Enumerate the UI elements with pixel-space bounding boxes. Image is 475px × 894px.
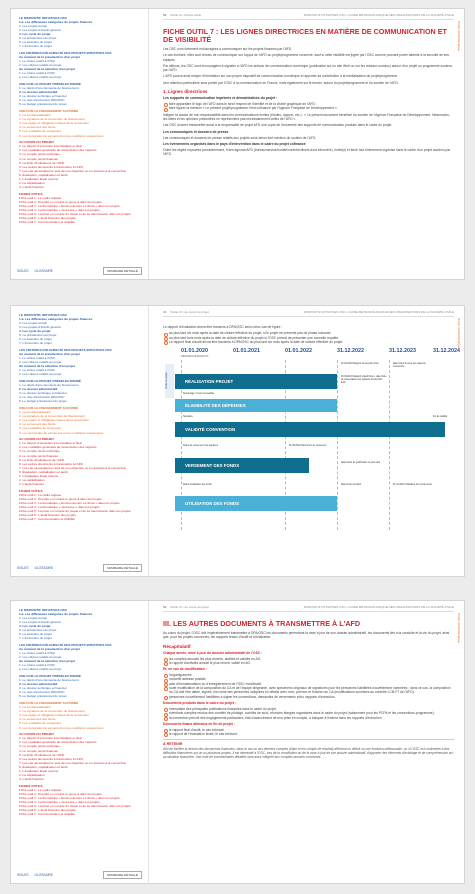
toc-item[interactable]: 3. Le dossier technique et financier <box>19 391 67 396</box>
toc-item[interactable]: 1. La contractualisation <box>19 410 51 415</box>
intro-paragraph: Au cours du projet, l'OSC doit impérativement transmettre à DPA/OSC les documents permettant la mise à jour de son dossier administratif, les documents liés à la conduite et la vie du projet, ainsi que, pour les projets concernés, les rapports finaux d'audit et d'évaluation. <box>163 631 450 640</box>
timeline-date: 01.01.2021 <box>233 348 260 355</box>
toc-item[interactable]: Fiche outil 6 : L'audit financier des projets <box>19 216 76 221</box>
toc-item[interactable]: 3. Le compte rendu technique <box>19 744 60 749</box>
toc-item[interactable]: 6. La sélection du projet <box>19 40 52 45</box>
toc-item[interactable]: LE DISPOSITIF INITIATIVES OSC <box>19 312 68 317</box>
toc-item[interactable]: 4. Le compte rendu financier <box>19 156 59 161</box>
toc-item[interactable]: Fiche outil 6 : L'audit financier des projets <box>19 808 76 813</box>
toc-item[interactable]: 5. Les modalités de versement <box>19 721 62 726</box>
glossaire-link[interactable]: GLOSSAIRE <box>34 268 53 273</box>
copy-paragraph: Les OSC doivent transmettre aussi à la responsable de projet AFD une copie de l'ensemble des supports de communication produits dans le cadre du projet. <box>163 123 393 128</box>
toc-item[interactable]: Fiche outil 7 : Communication et visibilité <box>19 220 75 225</box>
bar-realisation: RÉALISATION PROJET <box>175 374 337 389</box>
intro-3: Par ailleurs, les OSC sont encouragées à signaler à l'AFD les actions de communication numérique (publication sur un site Web ou sur les réseaux sociaux) autour d'un projet ou programme soutenu par l'AFD. <box>163 63 453 73</box>
toc-item[interactable]: 1. Le critère relatif à l'OSC <box>19 650 56 655</box>
timeline-date: 01.01.2022 <box>285 348 312 355</box>
toc-item[interactable]: Au moment de la présélection d'un projet <box>19 54 80 59</box>
toc-item[interactable]: 5. Le budget prévisionnel du projet <box>19 694 67 699</box>
sidebar-footer <box>17 871 142 879</box>
eval-bullet: Le rapport final d'audit devra être transmis à DPA/OSC au plus tard six mois après la date de clôture effective du projet. <box>163 340 454 344</box>
toc-item[interactable]: 2. La capitalisation <box>19 181 45 186</box>
annual-title: Chaque année, mise à jour du dossier administratif de l'OSC : <box>163 650 263 655</box>
final-title: Documents finaux attendus en fin de projet : <box>163 721 235 726</box>
annual-item: les comptes annuels les plus récents, audités et validés en AG. <box>163 657 454 661</box>
toc-item[interactable]: 3. Les règles et obligations issues de la convention <box>19 418 89 423</box>
header-right: DISPOSITIF INITIATIVES OSC • GUIDE MÉTHODOLOGIQUE DES ORGANISATIONS DE LA SOCIÉTÉ CIVILE <box>303 605 454 609</box>
toc-item[interactable]: 2. Les critères relatifs au projet <box>19 667 62 672</box>
toc-item[interactable]: 2. Les modalités générales de transmission des rapports <box>19 148 97 153</box>
sigles-link[interactable]: SIGLES <box>17 268 29 273</box>
part-label: Partie III • Fiches outils <box>170 13 201 17</box>
toc-item[interactable]: FICHES OUTILS <box>19 191 43 196</box>
toc-item[interactable]: 2. Les modalités générales de transmission des rapports <box>19 445 97 450</box>
toc-item[interactable]: 5. Les modalités de versement <box>19 426 62 431</box>
sidebar-footer <box>17 564 142 572</box>
toc-item[interactable]: UNE FOIS LE FINANCEMENT ACCORDÉ <box>19 108 79 113</box>
toc-item[interactable]: 1. Le dépôt d'une demande de financement <box>19 678 79 682</box>
toc-item[interactable]: 5. La présélection du projet <box>19 35 57 40</box>
modif-item: nouvelle adresse postale, <box>163 677 454 681</box>
toc-item[interactable]: 2. Le dossier administratif <box>19 387 58 392</box>
toc-item[interactable]: Fiche outil 3 : La thématique « Environnement et climat » dans les projets <box>19 501 120 506</box>
toc-item[interactable]: Au moment de la sélection d'un projet <box>19 67 75 72</box>
toc-item[interactable]: 3. L'audit financier <box>19 777 45 782</box>
toc-item[interactable]: 1. Le critère relatif à l'OSC <box>19 663 56 668</box>
toc-item[interactable]: 2. La signature de la convention de financement <box>19 709 85 714</box>
intro-4: L'AFD pourra ainsi relayer l'information sur son propre dispositif de communication numérique et apporter sa contribution à la médiatisation du projet/programme. <box>163 74 399 79</box>
toc-item[interactable]: 4. Le compte rendu financier <box>19 748 59 753</box>
toc-item[interactable]: 1.a. Les différentes catégories de projets financés <box>19 316 93 321</box>
toc-item[interactable]: 3. Le compte rendu technique <box>19 152 60 157</box>
modif-item: personnes nouvellement habilitées à signer les conventions, demandes de versements et/ou rapports d'exécution. <box>163 695 454 699</box>
toc-item[interactable]: Fiche outil 2 : Prendre en compte le genre à dans les projets <box>19 791 102 796</box>
toc-item[interactable]: Fiche outil 3 : La thématique « Environnement et climat » dans les projets <box>19 204 120 209</box>
support-title: Les supports de communication imprimés et dématérialisés du projet : <box>163 96 278 101</box>
events-text: Outre les règles exposées précédemment, l'Ides agence/AFD (bureau/service/comité/contrôle/divers dont informé/e), invité(e) et tient/ tout événement organisé dans le cadre d'un projet soutenu par l'AFD. <box>163 147 451 157</box>
note-box <box>163 739 454 759</box>
toc-item[interactable]: 5. Les modalités de versement <box>19 129 62 134</box>
timeline-note: Début de versement à la signature <box>183 445 219 448</box>
bar-versement: VERSEMENT DES FONDS <box>175 458 309 473</box>
toc-item[interactable]: Fiche outil 6 : L'audit financier des projets <box>19 513 76 518</box>
toc-item[interactable]: 4. Les cycle du projet <box>19 328 51 333</box>
toc-item[interactable]: 4. Le note d'instruction DPA/OSC <box>19 395 65 400</box>
toc-item[interactable]: 4. Le versement des fonds <box>19 717 56 722</box>
toc-item[interactable]: 6. Les autres documents à transmettre à l'AFD <box>19 164 83 169</box>
toc-item[interactable]: 1. Le rapport d'exécution intermédiaire et final <box>19 736 82 741</box>
annual-item: le rapport d'activités annuel le plus récent, validé en AG. <box>163 661 454 665</box>
main-content <box>153 306 464 576</box>
sidebar-toc <box>11 601 149 883</box>
toc-item[interactable]: 1.a. Les différentes catégories de projets financés <box>19 611 93 616</box>
toc-item[interactable]: 2. Les critères relatifs au projet <box>19 360 62 365</box>
eval-intro: Le rapport d'évaluation devra être transmis à DPA/OSC selon deux cas de figure : <box>163 325 283 329</box>
modif-item: toute modification de la composition du CA et de l'équipe dirigeante, avec spécimens originaux de signatures pour les personnes habilitées nouvellement nommées ; dans ce cas, la composition du CA doit être datée, signée, les noms des personnes indiquées en détails avec nom, prénom et fonction au CA (modifications soumises au contrôle LCB-FT de l'AFD). <box>163 686 454 695</box>
glossaire-link[interactable]: GLOSSAIRE <box>34 872 53 877</box>
summary-button[interactable]: SOMMAIRE DÉTAILLÉ <box>103 564 142 572</box>
eval-bullet: au plus tard six mois après la date de clôture effective du projet, si le projet ne présente pas de phase suivante. <box>163 331 454 335</box>
toc-item[interactable]: 4. Le versement des fonds <box>19 125 56 130</box>
toc-item[interactable]: 8. Évaluation, capitalisation et audit <box>19 172 68 177</box>
toc-item[interactable]: 2. Le dossier administratif <box>19 682 58 687</box>
toc-item[interactable]: 7. L'instruction du projet <box>19 44 52 49</box>
toc-item[interactable]: UNE FOIS LE FINANCEMENT ACCORDÉ <box>19 405 79 410</box>
grid-line <box>337 360 338 530</box>
toc-item[interactable]: 3. Les projets d'intérêt général <box>19 27 61 32</box>
toc-item[interactable]: 5. La fiche d'indicateurs de l'AFD <box>19 457 65 462</box>
toc-item[interactable]: 3. Le compte rendu technique <box>19 449 60 454</box>
glossaire-link[interactable]: GLOSSAIRE <box>34 565 53 570</box>
timeline-note: Fin de validité <box>433 416 448 419</box>
page-spread-2 <box>10 305 465 577</box>
toc-item[interactable]: 2. La capitalisation <box>19 478 45 483</box>
toc-item[interactable]: 4. Le versement des fonds <box>19 422 56 427</box>
modif-item: acte d'immatriculation ou d'enregistrement de l'OSC modificatif, <box>163 682 454 686</box>
timeline-note: Date butoir d'envoi des rapports d'exécution <box>393 363 426 368</box>
toc-item[interactable]: UNE FOIS LE FINANCEMENT ACCORDÉ <box>19 700 79 705</box>
toc-list <box>19 608 144 817</box>
toc-item[interactable]: Fiche outil 3 : La thématique « Environnement et climat » dans les projets <box>19 796 120 801</box>
toc-item[interactable]: 3. Le dossier technique et financier <box>19 94 67 99</box>
timeline-date: 31.12.2023 <box>389 348 416 355</box>
toc-item[interactable]: 5. Le budget prévisionnel du projet <box>19 399 67 404</box>
toc-item[interactable]: LES CRITÈRES D'ÉLIGIBILITÉ DES PROJETS INITIATIVES OSC <box>19 50 112 55</box>
toc-item[interactable]: 1. La contractualisation <box>19 705 51 710</box>
page-spread-3 <box>10 600 465 884</box>
toc-item[interactable]: 1. Le rapport d'exécution intermédiaire et final <box>19 144 82 149</box>
toc-item[interactable]: LE DISPOSITIF INITIATIVES OSC <box>19 607 68 612</box>
page-header <box>163 310 454 317</box>
toc-item[interactable]: Fiche outil 2 : Prendre en compte le genre à dans les projets <box>19 496 102 501</box>
page-spread-1 <box>10 8 465 280</box>
vertical-label: Guide méthodologique <box>457 318 461 349</box>
toc-item[interactable]: 3. Les règles et obligations issues de la convention <box>19 713 89 718</box>
vertical-label: Guide méthodologique <box>457 21 461 52</box>
toc-item[interactable]: 1.a. Les différentes catégories de projets financés <box>19 19 93 24</box>
timeline-note: 01.09.2022 Date limite de versement <box>289 445 327 448</box>
part-label: Partie IV • Au cours du projet <box>170 605 209 609</box>
toc-item[interactable]: Fiche outil 5 : La prise en compte du risque et de sa transmission dans les projets <box>19 509 131 514</box>
produced-item: la convention prévoit des engagements particuliers, état d'avancement de leur prise en compte, à indiquer à minima dans les rapports d'exécution. <box>163 716 454 720</box>
sigles-link[interactable]: SIGLES <box>17 872 29 877</box>
section-title: 1. Lignes directrices <box>163 89 208 95</box>
toc-item[interactable]: AU COURS DU PROJET <box>19 732 55 737</box>
press-text: Les communiqués et dossiers de presse relatifs aux projets sous-tenus font mention du soutien de l'AFD. <box>163 135 317 140</box>
toc-item[interactable]: 4. Les cycle du projet <box>19 623 51 628</box>
toc-item[interactable]: 3. Le dossier technique et financier <box>19 686 67 691</box>
toc-item[interactable]: Au moment de la sélection d'un projet <box>19 364 75 369</box>
main-content <box>153 601 464 883</box>
toc-item[interactable]: 1. Le critère relatif à l'OSC <box>19 58 56 63</box>
toc-item[interactable]: 2. Le dossier administratif <box>19 90 58 95</box>
toc-item[interactable]: Au moment de la présélection d'un projet <box>19 351 80 356</box>
toc-item[interactable]: 1. Le critère relatif à l'OSC <box>19 71 56 76</box>
toc-item[interactable]: 2. La signature de la convention de financement <box>19 117 85 122</box>
bar-eligibilite: ÉLIGIBILITÉ DES DÉPENSES <box>175 399 337 412</box>
sidebar-toc <box>11 9 149 279</box>
toc-item[interactable]: 1. Le critère relatif à l'OSC <box>19 368 56 373</box>
toc-item[interactable]: 3. L'audit financier <box>19 482 45 487</box>
intro-5: Une attention particulière sera portée par l'OSC à la communication en France, mais également sur le terrain, autour du projet/programme et du soutien de l'AFD. <box>163 80 399 85</box>
header-right: DISPOSITIF INITIATIVES OSC • GUIDE MÉTHODOLOGIQUE DES ORGANISATIONS DE LA SOCIÉTÉ CIVILE <box>303 310 454 314</box>
intro-1: Les OSC sont fortement encouragées à communiquer sur les projets financés par l'AFD. <box>163 47 293 51</box>
toc-item[interactable]: 6. Les demandes de versement et les conditions suspensives <box>19 430 104 435</box>
page-number: 66 <box>163 13 167 17</box>
grid-line <box>389 360 390 530</box>
toc-list <box>19 313 144 522</box>
toc-item[interactable]: AU COURS DU PROJET <box>19 437 55 442</box>
toc-item[interactable]: Fiche outil 2 : Prendre en compte le genre à dans les projets <box>19 199 102 204</box>
toc-item[interactable]: 4. Les cycle du projet <box>19 31 51 36</box>
toc-item[interactable]: 5. Le budget prévisionnel du projet <box>19 102 67 107</box>
disclaimer-paragraph: Intégrer la clause de non responsabilité dans les communications écrites (études, rapport, etc.) : « Le présent document bénéficie du soutien de l'Agence Française de Développement. Néanmoins, les idées et les opinions présentées ne représentent pas nécessairement celles de l'AFD ». <box>163 112 450 121</box>
header-right: DISPOSITIF INITIATIVES OSC • GUIDE MÉTHODOLOGIQUE DES ORGANISATIONS DE LA SOCIÉTÉ CIVILE <box>303 13 454 17</box>
toc-item[interactable]: 2. Les critères relatifs au projet <box>19 63 62 68</box>
toc-item[interactable]: Fiche outil 4 : La thématique « Jeunesse » dans les projets <box>19 505 100 510</box>
toc-item[interactable]: 2. Les critères relatifs au projet <box>19 372 62 377</box>
timeline-date: 31.12.2024 <box>433 348 460 355</box>
timeline-date: 31.12.2022 <box>337 348 364 355</box>
toc-item[interactable]: 6. Les autres documents à transmettre à l'AFD <box>19 756 83 761</box>
sidebar-footer <box>17 267 142 275</box>
toc-item[interactable]: 1. La contractualisation <box>19 113 51 118</box>
timeline-diagram <box>163 348 463 533</box>
toc-item[interactable]: LES CRITÈRES D'ÉLIGIBILITÉ DES PROJETS INITIATIVES OSC <box>19 347 112 352</box>
final-item: le rapport de l'évaluation finale, le cas échéant. <box>163 732 454 736</box>
sidebar-toc <box>11 306 149 576</box>
toc-item[interactable]: 6. La sélection du projet <box>19 632 52 637</box>
toc-item[interactable]: Fiche outil 4 : La thématique « Jeunesse » dans les projets <box>19 208 100 213</box>
summary-button[interactable]: SOMMAIRE DÉTAILLÉ <box>103 267 142 275</box>
toc-item[interactable]: 1. L'évaluation finale externe <box>19 768 59 773</box>
sigles-link[interactable]: SIGLES <box>17 565 29 570</box>
toc-item[interactable]: Fiche outil 5 : La prise en compte du risque et de sa transmission dans les projets <box>19 212 131 217</box>
toc-item[interactable]: 7. Les cas nécessitant un avis de non-objection ou un avenant à la convention <box>19 465 127 470</box>
support-bullet: faire figurer la mention « Le présent projet/programme n'est cofinancé par l'Agence Française de Développement ». <box>163 106 454 110</box>
timeline-note: 30.09.2023 Rapport d'audit final + date limite de présentation des rapports d'exécution final <box>341 376 387 384</box>
page-title: FICHE OUTIL 7 : LES LIGNES DIRECTRICES EN MATIÈRE DE COMMUNICATION ET DE VISIBILITÉ <box>163 27 447 44</box>
toc-item[interactable]: 1. Le critère relatif à l'OSC <box>19 355 56 360</box>
toc-item[interactable]: 1. L'évaluation finale externe <box>19 473 59 478</box>
toc-item[interactable]: Au moment de la sélection d'un projet <box>19 659 75 664</box>
axis-label: Durée du projet <box>165 364 174 398</box>
timeline-note: Date butoir de justification au plus tard <box>341 462 381 465</box>
intro-2: Le cas échéant, elles sont tenues de communiquer sur l'appui de l'AFD au projet/programme concerné, sauf si cette visibilité est jugée par l'OSC comme pouvant porter atteinte à la sécurité de ses équipes. <box>163 53 449 62</box>
recap-title: Récapitulatif <box>163 643 191 649</box>
toc-item[interactable]: Fiche outil 1 : Le cadre logique <box>19 787 62 792</box>
toc-item[interactable]: 2. Les critères relatifs au projet <box>19 75 62 80</box>
toc-item[interactable]: 1. Le dépôt d'une demande de financement <box>19 86 79 90</box>
toc-item[interactable]: 6. Les demandes de versement et les conditions suspensives <box>19 725 104 730</box>
note-text: Afin de faciliter la lecture des documents financiers, dans le cas où ses derniers comptes (bilan et les compte de résultat) affichent un déficit ou une évolution défavorable, ou si l'OSC est confrontée à des difficultés financières sur un ou plusieurs projets, il est demandé à l'OSC, lors de la constitution ou de la mise à jour de son dossier administratif, d'apporter des éléments d'éclairage et de compréhension sur sa situation financière. Une note de commentaires détaillés sera alors intégrée aux comptes annuels concernés. <box>163 746 454 760</box>
toc-item[interactable]: 3. L'audit financier <box>19 185 45 190</box>
toc-item[interactable]: 4. Le note d'instruction DPA/OSC <box>19 690 65 695</box>
page-title: III. LES AUTRES DOCUMENTS À TRANSMETTRE À L'AFD <box>163 619 361 628</box>
toc-item[interactable]: 7. L'instruction du projet <box>19 636 52 641</box>
timeline-note: Signature <box>183 416 193 419</box>
toc-item[interactable]: 6. Les demandes de versement et les conditions suspensives <box>19 133 104 138</box>
page-header <box>163 605 454 612</box>
toc-item[interactable]: Fiche outil 4 : La thématique « Jeunesse » dans les projets <box>19 800 100 805</box>
toc-item[interactable]: 1. Le dépôt d'une demande de financement <box>19 383 79 387</box>
toc-item[interactable]: 8. Évaluation, capitalisation et audit <box>19 764 68 769</box>
vertical-label: Guide méthodologique <box>457 613 461 644</box>
toc-item[interactable]: FICHES OUTILS <box>19 783 43 788</box>
timeline-date-sub: DÉMARRAGE EFFECTIF <box>181 355 209 359</box>
page-header <box>163 13 454 20</box>
toc-item[interactable]: 6. Les autres documents à transmettre à l'AFD <box>19 461 83 466</box>
main-content <box>153 9 464 279</box>
toc-item[interactable]: UNE FOIS LE PROJET PRÉSÉLECTIONNÉ <box>19 81 81 86</box>
toc-item[interactable]: 5. La présélection du projet <box>19 332 57 337</box>
toc-item[interactable]: 4. Le compte rendu financier <box>19 453 59 458</box>
toc-item[interactable]: 1. L'évaluation finale externe <box>19 176 59 181</box>
press-title: Les communiqués et dossiers de presse <box>163 129 229 134</box>
timeline-note: Démarrage / Il sont recevables <box>183 393 215 396</box>
toc-item[interactable]: Fiche outil 5 : La prise en compte du risque et de sa transmission dans les projets <box>19 804 131 809</box>
toc-item[interactable]: 2. Les critères relatifs au projet <box>19 655 62 660</box>
support-bullet: faire apparaître le logo de l'AFD dans le strict respect de l'identité et de la charte graphique de l'AFD ; <box>163 102 454 106</box>
toc-item[interactable]: 2. Les projets terrain <box>19 615 48 620</box>
produced-item: exemplaire des principales publications financées dans le cadre du projet. <box>163 707 454 711</box>
toc-item[interactable]: 2. Les projets terrain <box>19 23 48 28</box>
toc-item[interactable]: 6. La sélection du projet <box>19 337 52 342</box>
bar-utilisation: UTILISATION DES FONDS <box>175 496 337 511</box>
toc-item[interactable]: 5. La présélection du projet <box>19 627 57 632</box>
toc-item[interactable]: 3. Les projets d'intérêt général <box>19 619 61 624</box>
timeline-note: Date limite d'emploi <box>341 484 361 487</box>
modif-title: Et, en cas de modification : <box>163 667 207 672</box>
toc-item[interactable]: Fiche outil 1 : Le cadre logique <box>19 195 62 200</box>
toc-item[interactable]: Au moment de la présélection d'un projet <box>19 646 80 651</box>
toc-item[interactable]: 8. Évaluation, capitalisation et audit <box>19 469 68 474</box>
toc-item[interactable]: 2. Les modalités générales de transmission des rapports <box>19 740 97 745</box>
toc-item[interactable]: UNE FOIS LE PROJET PRÉSÉLECTIONNÉ <box>19 378 81 383</box>
produced-title: Documents produits dans le cadre du projet : <box>163 700 237 705</box>
toc-item[interactable]: 2. Les projets terrain <box>19 320 48 325</box>
bar-validite: VALIDITÉ CONVENTION <box>175 422 445 437</box>
modif-item: l'organigramme. <box>163 673 454 677</box>
produced-item: éventuels comptes rendus des comités de pilotage, comités de suivi, réunions élargies organisées dans le cadre du projet (notamment pour les PCPA et les conventions-programme). <box>163 711 454 715</box>
toc-item[interactable]: LE DISPOSITIF INITIATIVES OSC <box>19 15 68 20</box>
toc-list <box>19 16 144 225</box>
toc-item[interactable]: FICHES OUTILS <box>19 488 43 493</box>
timeline-date: 01.01.2020 <box>181 348 208 355</box>
note-title: À RETENIR <box>163 742 183 747</box>
toc-item[interactable]: 7. Les cas nécessitant un avis de non-objection ou un avenant à la convention <box>19 168 127 173</box>
toc-item[interactable]: LES CRITÈRES D'ÉLIGIBILITÉ DES PROJETS INITIATIVES OSC <box>19 642 112 647</box>
summary-button[interactable]: SOMMAIRE DÉTAILLÉ <box>103 871 142 879</box>
page-number: 60 <box>163 605 167 609</box>
toc-item[interactable]: 2. La capitalisation <box>19 773 45 778</box>
toc-item[interactable]: Fiche outil 7 : Communication et visibilité <box>19 812 75 817</box>
toc-item[interactable]: 2. La signature de la convention de financement <box>19 414 85 419</box>
toc-item[interactable]: UNE FOIS LE PROJET PRÉSÉLECTIONNÉ <box>19 673 81 678</box>
eval-bullet: au plus tard trois mois après la date de clôture effective du projet si l'OSC prévoit de présenter une nouvelle requête. <box>163 336 454 340</box>
toc-item[interactable]: 5. La fiche d'indicateurs de l'AFD <box>19 160 65 165</box>
toc-item[interactable]: 7. Les cas nécessitant un avis de non-objection ou un avenant à la convention <box>19 760 127 765</box>
toc-item[interactable]: Fiche outil 1 : Le cadre logique <box>19 492 62 497</box>
toc-item[interactable]: 4. Le note d'instruction DPA/OSC <box>19 98 65 103</box>
timeline-note: Début d'utilisation des fonds <box>183 484 212 487</box>
toc-item[interactable]: 3. Les règles et obligations issues de la convention <box>19 121 89 126</box>
toc-item[interactable]: 1. Le rapport d'exécution intermédiaire et final <box>19 441 82 446</box>
toc-item[interactable]: 5. La fiche d'indicateurs de l'AFD <box>19 752 65 757</box>
toc-item[interactable]: 3. Les projets d'intérêt général <box>19 324 61 329</box>
toc-item[interactable]: 7. L'instruction du projet <box>19 341 52 346</box>
timeline-note: 01.02.2023 Rapport d'exécution final <box>341 363 379 366</box>
final-item: le rapport final d'audit, le cas échéant. <box>163 728 454 732</box>
toc-item[interactable]: Fiche outil 7 : Communication et visibilité <box>19 517 75 522</box>
part-label: Partie IV • Au cours du projet <box>170 310 209 314</box>
events-title: Les événements organisés dans le pays d'intervention dans le cadre du projet cofinancé <box>163 141 306 146</box>
toc-item[interactable]: AU COURS DU PROJET <box>19 140 55 145</box>
page-number: 44 <box>163 310 167 314</box>
timeline-note: 31.12.2022 Utilisation des fonds versé <box>393 484 432 487</box>
